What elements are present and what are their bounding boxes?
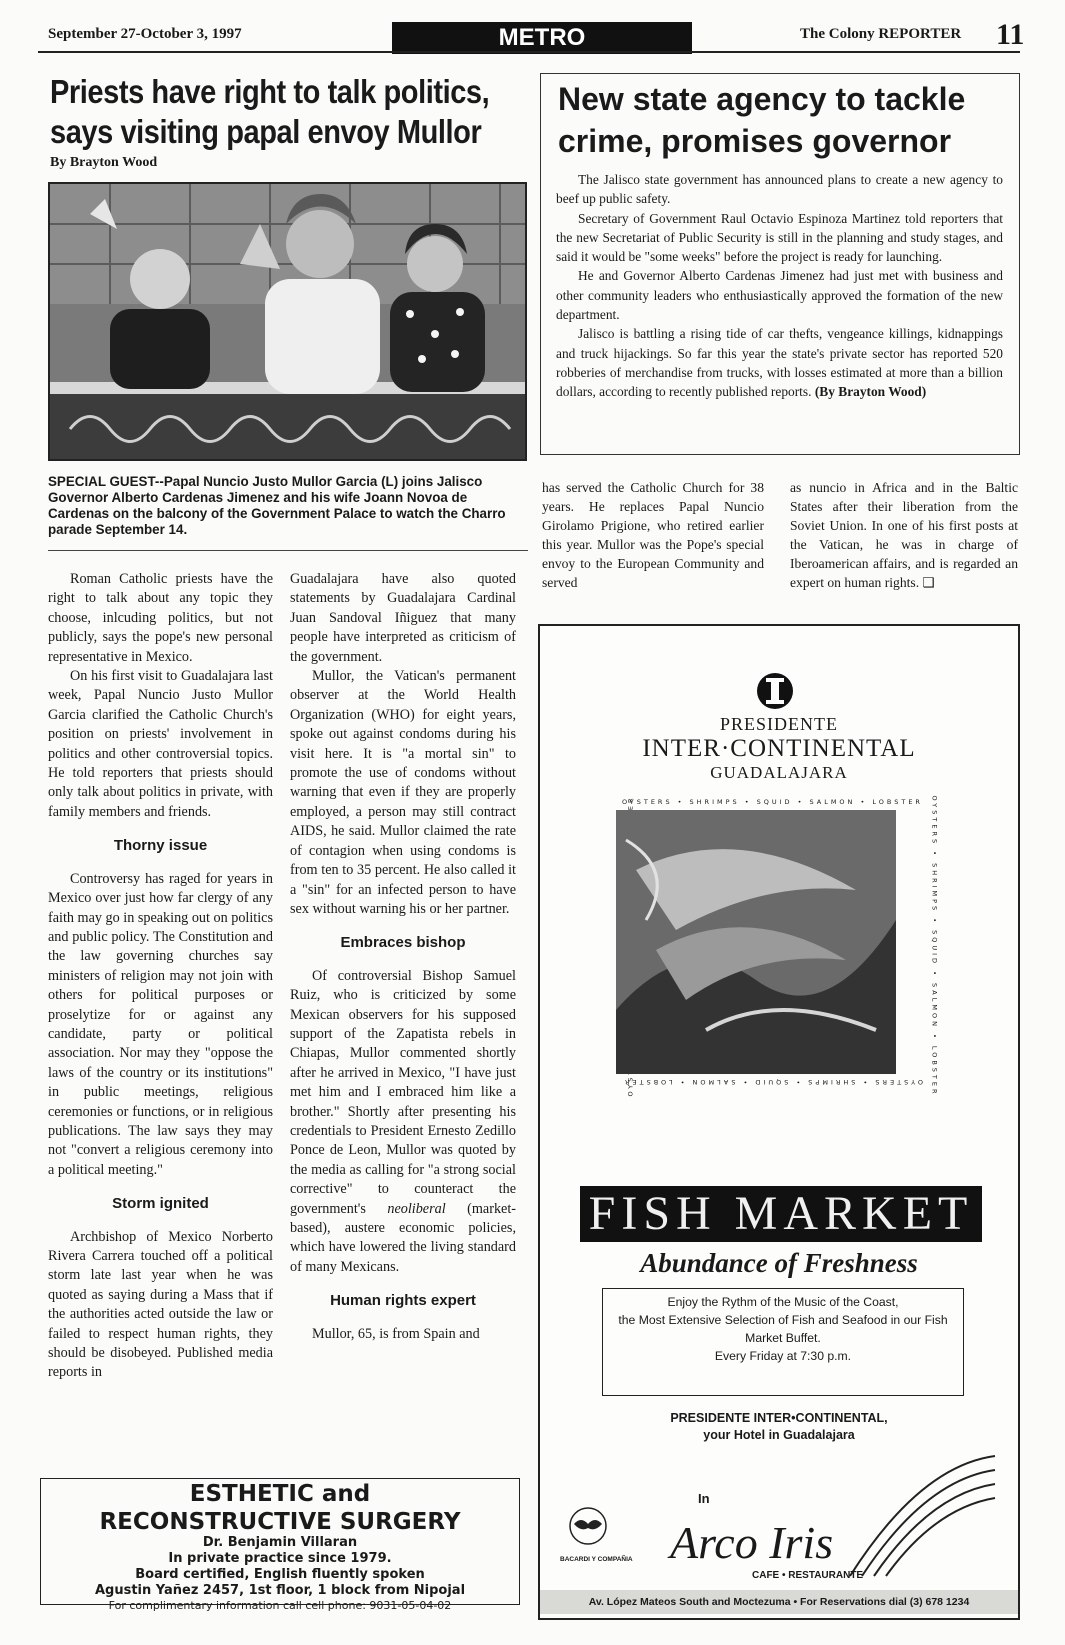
paragraph	[556, 324, 1003, 401]
ad-address: Agustin Yañez 2457, 1st floor, 1 block from Nipojal	[94, 1583, 466, 1598]
reservation-bar: Av. López Mateos South and Moctezuma • For Reservations dial (3) 678 1234	[540, 1590, 1018, 1614]
article-column-2	[290, 570, 516, 1344]
hotel-brand	[540, 714, 1018, 783]
paragraph: The Jalisco state government has announced plans to create a new agency to beef up public safety.	[556, 172, 1003, 207]
header-rule	[38, 51, 1020, 53]
paragraph: Mullor, the Vatican's permanent observer at the World Health Organization (WHO) for eight years, spoke out against condoms during his visit here. It is "a mortal sin" to promote the use of condoms without warning that even if they are properly employed, a person may still contract AIDS, he said. Mullor claimed the rate of contagion when using condoms is from ten to 35 percent. He also called it a "sin" for an infected person to have sex without warning his or her partner.	[290, 668, 516, 917]
headline-agency: New state agency to tackle crime, promises governor	[558, 81, 966, 159]
article-column-4: as nuncio in Africa and in the Baltic States after their liberation from the Soviet Union. In one of his first posts at the Vatican, he was in charge of Iberoamerican affairs, and is regarded an expert on human rights. ❑	[790, 480, 1018, 590]
subhead-human-rights: Human rights expert	[330, 1292, 476, 1310]
restaurant-logo: Arco Iris	[670, 1517, 834, 1568]
caption-rule	[48, 550, 528, 551]
paragraph	[290, 967, 516, 1278]
hotel-ad	[538, 624, 1020, 1620]
brand-line-3: GUADALAJARA	[710, 763, 848, 782]
subhead-storm-ignited: Storm ignited	[112, 1195, 209, 1213]
restaurant-subtitle: CAFE • RESTAURANTE	[752, 1570, 864, 1581]
ad-doctor: Dr. Benjamin Villaran	[202, 1535, 358, 1550]
subhead-thorny-issue: Thorny issue	[113, 837, 208, 855]
promo-line: Every Friday at 7:30 p.m.	[714, 1349, 852, 1363]
paragraph: On his first visit to Guadalajara last week, Papal Nuncio Justo Mullor Garcia clarified the Catholic Church's position on priests' involvement in politics and other controversial topics. He told reporters that priests should only talk about politics in private, with family members and friends.	[48, 668, 273, 820]
headline-priests: Priests have right to talk politics, says visiting papal envoy Mullor	[50, 73, 490, 150]
photo-caption: SPECIAL GUEST--Papal Nuncio Justo Mullor Garcia (L) joins Jalisco Governor Alberto Cardenas Jimenez and his wife Joann Novoa de Cardenas on the balcony of the Government Palace to watch the Charro parade September 14.	[48, 474, 506, 537]
paragraph: Mullor, 65, is from Spain and	[312, 1325, 480, 1342]
section-label: METRO	[392, 22, 692, 54]
sponsor-name: BACARDI Y COMPAÑIA	[560, 1556, 633, 1563]
emphasis-text: neoliberal	[387, 1200, 446, 1217]
in-label: In	[698, 1491, 710, 1506]
frame-text-right: OYSTERS • SHRIMPS • SQUID • SALMON • LOBSTER	[930, 795, 939, 1097]
paragraph: Guadalajara have also quoted statements by Guadalajara Cardinal Juan Sandoval Iñiguez that many people have interpreted as criticism of the government.	[290, 571, 516, 665]
bacardi-bat-icon	[568, 1504, 608, 1550]
promo-line: the Most Extensive Selection of Fish and Seafood in our Fish	[618, 1313, 948, 1327]
rainbow-arcs-icon	[840, 1446, 1000, 1586]
promo-box	[602, 1288, 964, 1396]
byline: By Brayton Wood	[50, 155, 158, 170]
hotel-line-2: your Hotel in Guadalajara	[703, 1428, 855, 1442]
page-number: 11	[996, 18, 1025, 51]
subhead-embraces-bishop: Embraces bishop	[340, 934, 466, 952]
brand-line-2: INTER·CONTINENTAL	[642, 735, 916, 762]
promo-line: Market Buffet.	[745, 1331, 821, 1345]
brand-line-1: PRESIDENTE	[720, 714, 838, 734]
agency-story-text	[556, 170, 1003, 402]
ad-title-line-1: ESTHETIC and	[189, 1481, 371, 1507]
news-photo	[48, 182, 527, 461]
article-column-3: has served the Catholic Church for 38 years. He replaces Papal Nuncio Girolamo Prigione, who retired earlier this year. Mullor was the Pope's special envoy to the European Community and served	[542, 480, 764, 590]
fish-market-banner: FISH MARKET	[580, 1186, 982, 1242]
paragraph-text: Jalisco is battling a rising tide of car thefts, vengeance killings, kidnappings and truck hijackings. So far this year the state's private sector has reported 520 robberies of merchandise from trucks, with losses estimated at more than a billion dollars, according to recently published reports.	[556, 326, 1003, 400]
hotel-line-1: PRESIDENTE INTER•CONTINENTAL,	[670, 1411, 888, 1425]
surgery-ad	[40, 1478, 520, 1612]
seafood-illustration	[616, 810, 896, 1074]
hotel-tagline	[540, 1410, 1018, 1444]
paragraph: Controversy has raged for years in Mexico over just how far clergy of any faith may go in speaking out on politics and public policy. The Constitution and the law governing churches say ministers of religion may not join with others for political purposes or proselytize for or against any candidate, party or political association. Nor may they "oppose the laws of the country or its institutions" in public meetings, religious ceremonies or functions, or in religious publications. The law says they may not "convert a religious ceremony into a political meeting."	[48, 870, 273, 1178]
ad-phone: For complimentary information call cell phone: 9031-05-04-02	[108, 1599, 452, 1612]
newspaper-name: The Colony REPORTER	[800, 26, 962, 42]
paragraph: Archbishop of Mexico Norberto Rivera Carrera touched off a political storm late last year when he was quoted as saying during a Mass that if the authorities acted outside the law or failed to respect human rights, they should be disobeyed. Published media reports in	[48, 1228, 273, 1381]
article-column-1	[48, 570, 273, 1383]
ad-title-line-2: RECONSTRUCTIVE SURGERY	[99, 1509, 461, 1535]
paragraph-text: Of controversial Bishop Samuel Ruiz, who is criticized by some Mexican observers for his supposed support of the Zapatista rebels in Chiapas, Mullor commented shortly after he arrived in Mexico, "I have just met him and I embraced him like a brother." Shortly after presenting his credentials to President Ernesto Zedillo Ponce de Leon, Mullor was quoted by the media as calling for "a strong social corrective" to counteract the government's	[290, 967, 516, 1217]
paragraph: Secretary of Government Raul Octavio Espinoza Martinez told reporters that the new Secretariat of Public Security is still in the planning and study stages, and said it would be "some weeks" before the project is ready for launching.	[556, 210, 1003, 265]
paragraph: He and Governor Alberto Cardenas Jimenez had just met with business and other community leaders who enthusiastically approved the formation of the new department.	[556, 268, 1003, 323]
paragraph-text: (market-based), austere economic policies, which have lowered the living standard of many Mexicans.	[290, 1200, 517, 1275]
issue-date: September 27-October 3, 1997	[48, 26, 242, 42]
paragraph: Roman Catholic priests have the right to talk about any topic they choose, inlcuding politics, but not publicly, says the pope's new personal representative in Mexico.	[48, 571, 273, 665]
ad-line: In private practice since 1979.	[168, 1551, 392, 1566]
ad-line: Board certified, English fluently spoken	[135, 1567, 425, 1582]
promo-line: Enjoy the Rythm of the Music of the Coast,	[667, 1295, 899, 1309]
frame-text-top: OYSTERS • SHRIMPS • SQUID • SALMON • LOBSTER	[622, 798, 923, 806]
story-byline: (By Brayton Wood)	[814, 384, 927, 400]
frame-text-bottom: OYSTERS • SHRIMPS • SQUID • SALMON • LOBSTER	[622, 1078, 923, 1086]
ad-tagline: Abundance of Freshness	[640, 1248, 918, 1278]
